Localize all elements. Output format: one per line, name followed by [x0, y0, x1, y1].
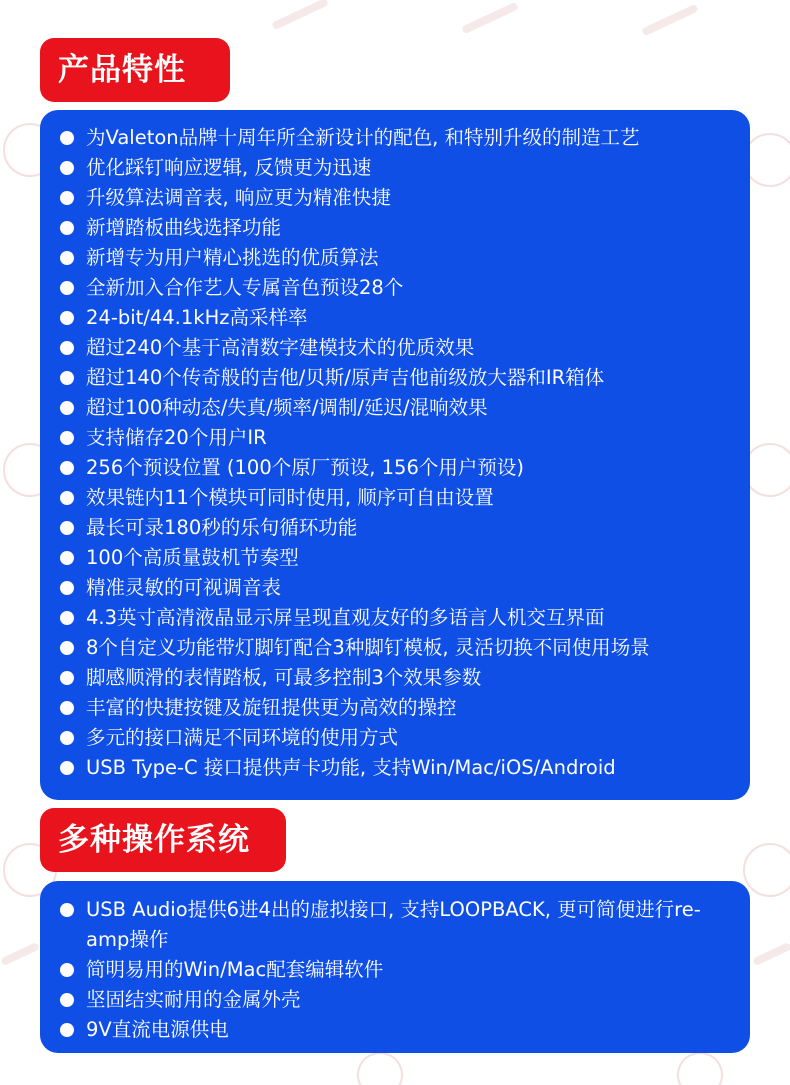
list-item [40, 753, 750, 783]
list-item-text: 支持储存20个用户IR [86, 426, 267, 449]
section-title-operating-systems: 多种操作系统 [40, 808, 286, 872]
list-item [40, 453, 750, 483]
list-item-text: 丰富的快捷按键及旋钮提供更为高效的操控 [86, 696, 457, 719]
list-item [40, 895, 750, 955]
list-item [40, 985, 750, 1015]
list-item [40, 243, 750, 273]
list-item-text: 9V直流电源供电 [86, 1018, 229, 1041]
bullet-icon [60, 311, 74, 325]
bullet-icon [60, 281, 74, 295]
list-item-text: 精准灵敏的可视调音表 [86, 576, 282, 599]
list-item-text: 4.3英寸高清液晶显示屏呈现直观友好的多语言人机交互界面 [86, 606, 605, 629]
list-item [40, 693, 750, 723]
list-item [40, 423, 750, 453]
bullet-icon [60, 491, 74, 505]
list-item [40, 603, 750, 633]
bullet-icon [60, 131, 74, 145]
bullet-icon [60, 551, 74, 565]
list-item [40, 663, 750, 693]
bullet-icon [60, 761, 74, 775]
bullet-icon [60, 341, 74, 355]
bullet-icon [60, 461, 74, 475]
list-item-text: 效果链内11个模块可同时使用, 顺序可自由设置 [86, 486, 494, 509]
bullet-icon [60, 371, 74, 385]
list-item [40, 633, 750, 663]
bullet-icon [60, 581, 74, 595]
bullet-icon [60, 993, 74, 1007]
list-item-text: 优化踩钉响应逻辑, 反馈更为迅速 [86, 156, 372, 179]
list-item-text: 256个预设位置 (100个原厂预设, 156个用户预设) [86, 456, 524, 479]
list-item-text: 24-bit/44.1kHz高采样率 [86, 306, 308, 329]
list-item-text: 最长可录180秒的乐句循环功能 [86, 516, 358, 539]
list-item [40, 273, 750, 303]
list-item [40, 183, 750, 213]
list-item-text: 升级算法调音表, 响应更为精准快捷 [86, 186, 391, 209]
list-item [40, 543, 750, 573]
list-item [40, 123, 750, 153]
list-item [40, 483, 750, 513]
bullet-icon [60, 251, 74, 265]
list-item-text: 超过240个基于高清数字建模技术的优质效果 [86, 336, 475, 359]
list-item-text: 8个自定义功能带灯脚钉配合3种脚钉模板, 灵活切换不同使用场景 [86, 636, 650, 659]
list-item [40, 955, 750, 985]
bullet-icon [60, 641, 74, 655]
list-item-text: 简明易用的Win/Mac配套编辑软件 [86, 958, 384, 981]
list-item [40, 573, 750, 603]
list-item-text: USB Audio提供6进4出的虚拟接口, 支持LOOPBACK, 更可简便进行re-amp操作 [86, 898, 701, 951]
bullet-icon [60, 401, 74, 415]
bullet-icon [60, 611, 74, 625]
list-item [40, 1015, 750, 1045]
bullet-icon [60, 191, 74, 205]
bullet-icon [60, 671, 74, 685]
list-item-text: 新增专为用户精心挑选的优质算法 [86, 246, 379, 269]
list-item-text: 为Valeton品牌十周年所全新设计的配色, 和特别升级的制造工艺 [86, 126, 640, 149]
os-support-panel [40, 881, 750, 1053]
list-item [40, 153, 750, 183]
list-item-text: 脚感顺滑的表情踏板, 可最多控制3个效果参数 [86, 666, 482, 689]
bullet-icon [60, 903, 74, 917]
features-panel [40, 110, 750, 800]
bullet-icon [60, 221, 74, 235]
list-item [40, 303, 750, 333]
list-item [40, 213, 750, 243]
list-item-text: 多元的接口满足不同环境的使用方式 [86, 726, 399, 749]
bullet-icon [60, 731, 74, 745]
list-item-text: 坚固结实耐用的金属外壳 [86, 988, 301, 1011]
bullet-icon [60, 701, 74, 715]
list-item-text: USB Type-C 接口提供声卡功能, 支持Win/Mac/iOS/Android [86, 756, 616, 779]
bullet-icon [60, 1023, 74, 1037]
bullet-icon [60, 521, 74, 535]
bullet-icon [60, 431, 74, 445]
bullet-icon [60, 161, 74, 175]
list-item [40, 363, 750, 393]
list-item [40, 723, 750, 753]
list-item-text: 新增踏板曲线选择功能 [86, 216, 282, 239]
list-item-text: 超过100种动态/失真/频率/调制/延迟/混响效果 [86, 396, 488, 419]
list-item [40, 513, 750, 543]
list-item-text: 全新加入合作艺人专属音色预设28个 [86, 276, 404, 299]
list-item [40, 333, 750, 363]
list-item [40, 393, 750, 423]
section-title-product-features: 产品特性 [40, 38, 230, 102]
bullet-icon [60, 963, 74, 977]
list-item-text: 100个高质量鼓机节奏型 [86, 546, 299, 569]
list-item-text: 超过140个传奇般的吉他/贝斯/原声吉他前级放大器和IR箱体 [86, 366, 605, 389]
